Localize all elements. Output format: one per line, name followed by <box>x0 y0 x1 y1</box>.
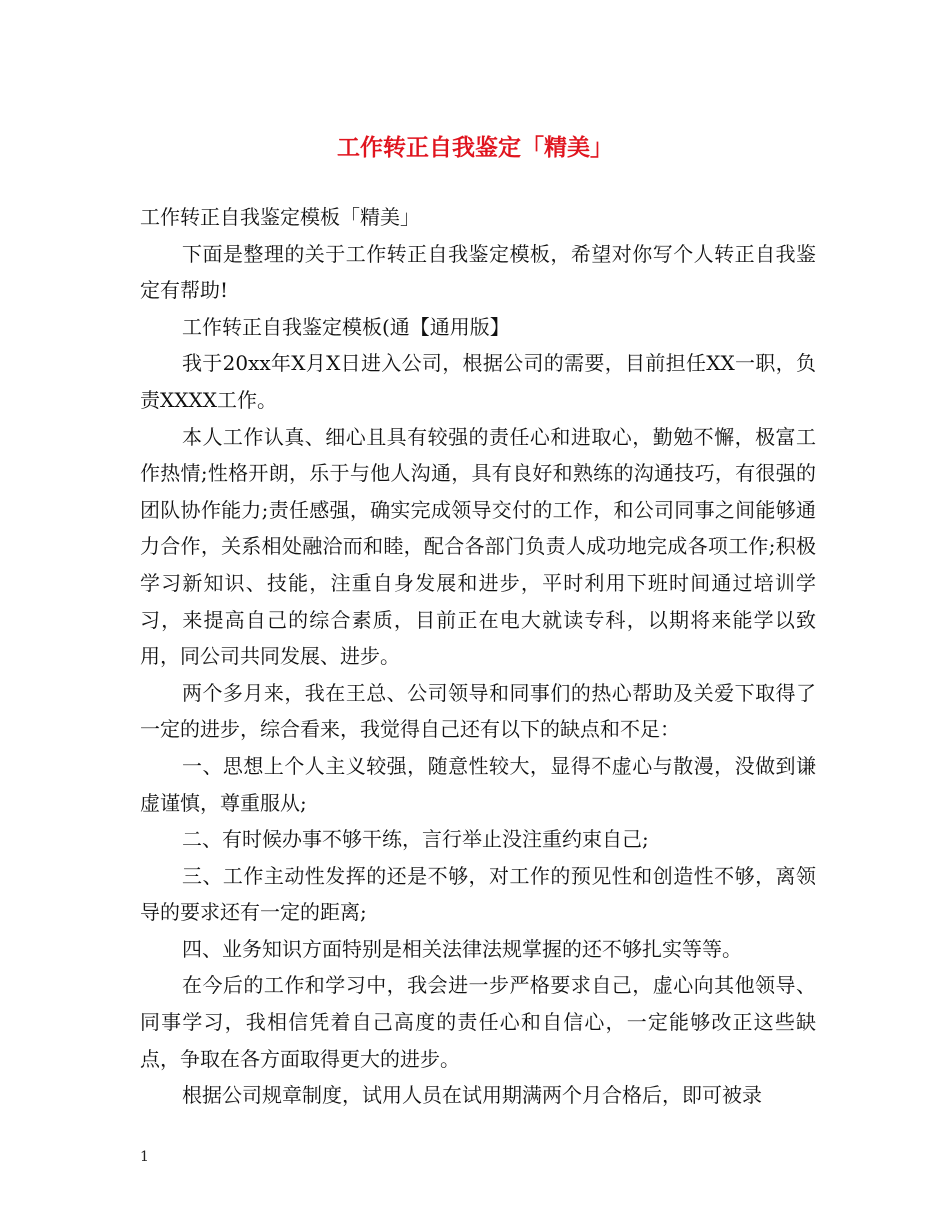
document-subtitle: 工作转正自我鉴定模板「精美」 <box>140 205 420 229</box>
paragraph-template-heading: 工作转正自我鉴定模板(通【通用版】 <box>182 314 510 339</box>
paragraph-join-date: 我于20xx年X月X日进入公司，根据公司的需要，目前担任XX一职，负责XXXX工作。 <box>140 351 816 412</box>
paragraph-future-plan: 在今后的工作和学习中，我会进一步严格要求自己，虚心向其他领导、同事学习，我相信凭着自己高度的责任心和自信心，一定能够改正这些缺点，争取在各方面取得更大的进步。 <box>140 973 816 1071</box>
paragraph-work-attitude: 本人工作认真、细心且具有较强的责任心和进取心，勤勉不懈，极富工作热情;性格开朗，乐于与他人沟通，具有良好和熟练的沟通技巧，有很强的团队协作能力;责任感强，确实完成领导交付的工作，和公司同事之间能够通力合作，关系相处融洽而和睦，配合各部门负责人成功地完成各项工作;积极学习新知识、技能，注重自身发展和进步，平时利用下班时间通过培训学习，来提高自己的综合素质，目前正在电大就读专科，以期将来能学以致用，同公司共同发展、进步。 <box>140 424 816 669</box>
paragraph-shortcoming-1: 一、思想上个人主义较强，随意性较大，显得不虚心与散漫，没做到谦虚谨慎，尊重服从; <box>140 753 816 815</box>
paragraph-shortcoming-4: 四、业务知识方面特别是相关法律法规掌握的还不够扎实等等。 <box>182 936 742 961</box>
paragraph-intro: 下面是整理的关于工作转正自我鉴定模板，希望对你写个人转正自我鉴定有帮助! <box>140 241 816 303</box>
paragraph-progress: 两个多月来，我在王总、公司领导和同事们的热心帮助及关爱下取得了一定的进步，综合看来，我觉得自己还有以下的缺点和不足： <box>140 680 816 742</box>
page-number: 1 <box>140 1149 149 1165</box>
paragraph-shortcoming-3: 三、工作主动性发挥的还是不够，对工作的预见性和创造性不够，离领导的要求还有一定的距离; <box>140 863 816 925</box>
document-title: 工作转正自我鉴定「精美」 <box>337 134 613 161</box>
document-body <box>140 199 816 1114</box>
paragraph-company-rules: 根据公司规章制度，试用人员在试用期满两个月合格后，即可被录 <box>182 1083 762 1108</box>
paragraph-shortcoming-2: 二、有时候办事不够干练，言行举止没注重约束自己; <box>182 827 649 852</box>
